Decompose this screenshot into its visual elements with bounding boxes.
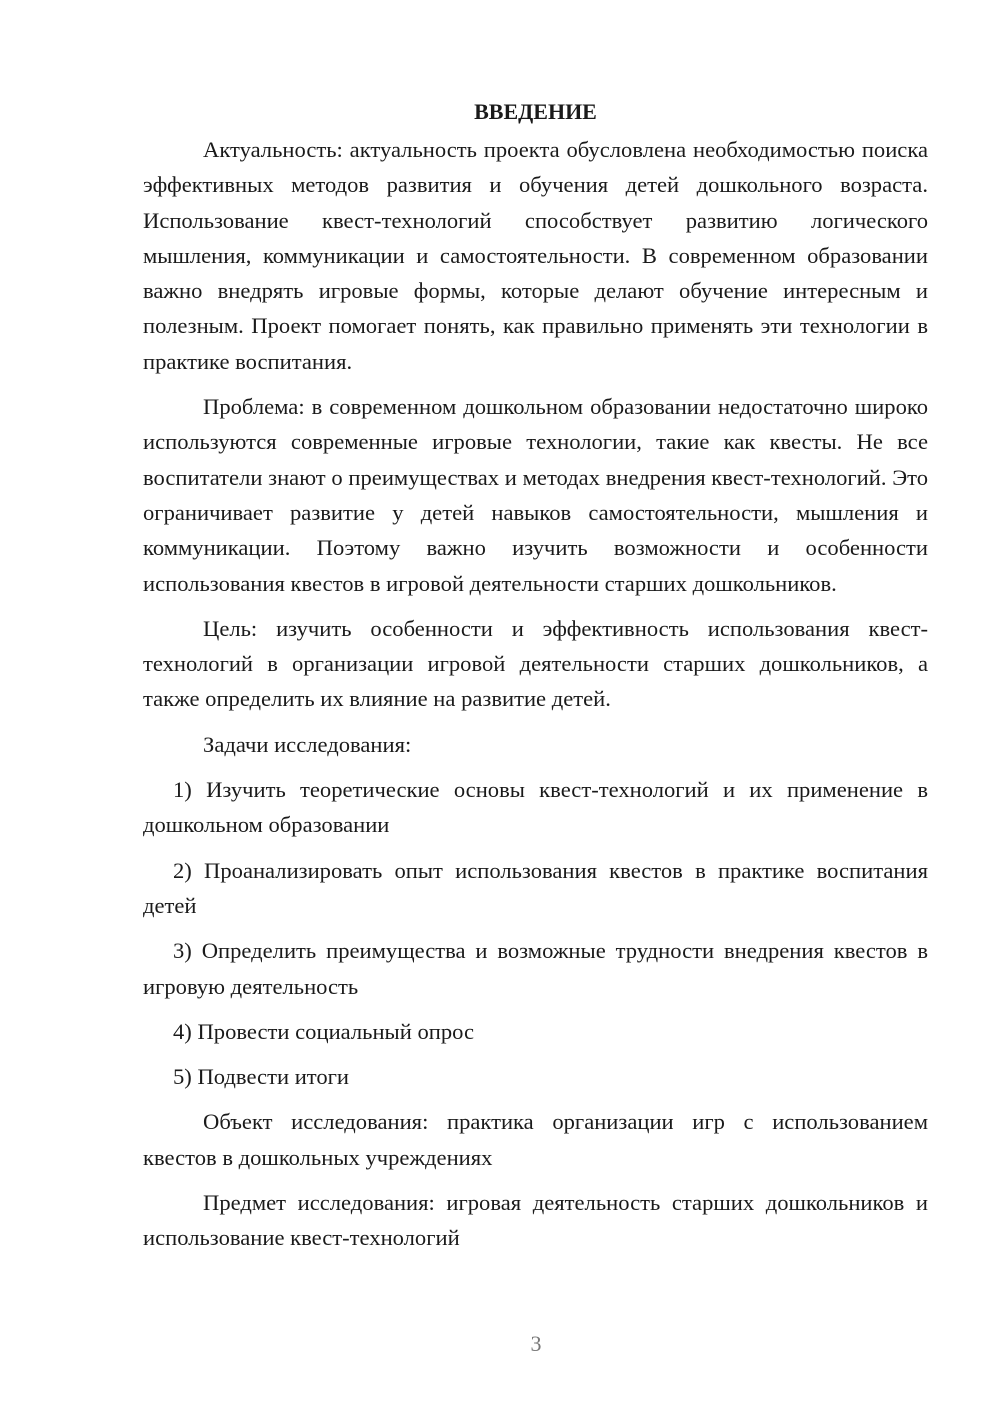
page-number: 3 (530, 1331, 542, 1356)
goal-paragraph: Цель: изучить особенности и эффективность использования квест-технологий в организации игровой деятельности старших дошкольников, а также определить их влияние на развитие детей. (143, 615, 928, 712)
task-item-1: 1) Изучить теоретические основы квест-технологий и их применение в дошкольном образовании (143, 777, 928, 838)
relevance-paragraph: Актуальность: актуальность проекта обусловлена необходимостью поиска эффективных методов развития и обучения детей дошкольного возраста. Использование квест-технологий способствует развитию логического мышления, коммуникации и самостоятельности. В современном образовании важно внедрять игровые формы, которые делают обучение интересным и полезным. Проект помогает понять, как правильно применять эти технологии в практике воспитания. (143, 137, 928, 374)
page-title: ВВЕДЕНИЕ (474, 99, 597, 124)
task-item-2: 2) Проанализировать опыт использования квестов в практике воспитания детей (143, 857, 928, 918)
tasks-heading: Задачи исследования: (203, 731, 412, 757)
task-item-3: 3) Определить преимущества и возможные трудности внедрения квестов в игровую деятельность (143, 938, 928, 999)
document-body (143, 92, 928, 1256)
object-paragraph: Объект исследования: практика организации игр с использованием квестов в дошкольных учреждениях (143, 1109, 928, 1170)
subject-paragraph: Предмет исследования: игровая деятельность старших дошкольников и использование квест-технологий (143, 1190, 928, 1251)
tasks-list (143, 772, 928, 1094)
task-item-5: 5) Подвести итоги (173, 1064, 350, 1090)
problem-paragraph: Проблема: в современном дошкольном образовании недостаточно широко используются современные игровые технологии, такие как квесты. Не все воспитатели знают о преимуществах и методах внедрения квест-технологий. Это ограничивает развитие у детей навыков самостоятельности, мышления и коммуникации. Поэтому важно изучить возможности и особенности использования квестов в игровой деятельности старших дошкольников. (143, 394, 928, 596)
task-item-4: 4) Провести социальный опрос (173, 1018, 475, 1044)
